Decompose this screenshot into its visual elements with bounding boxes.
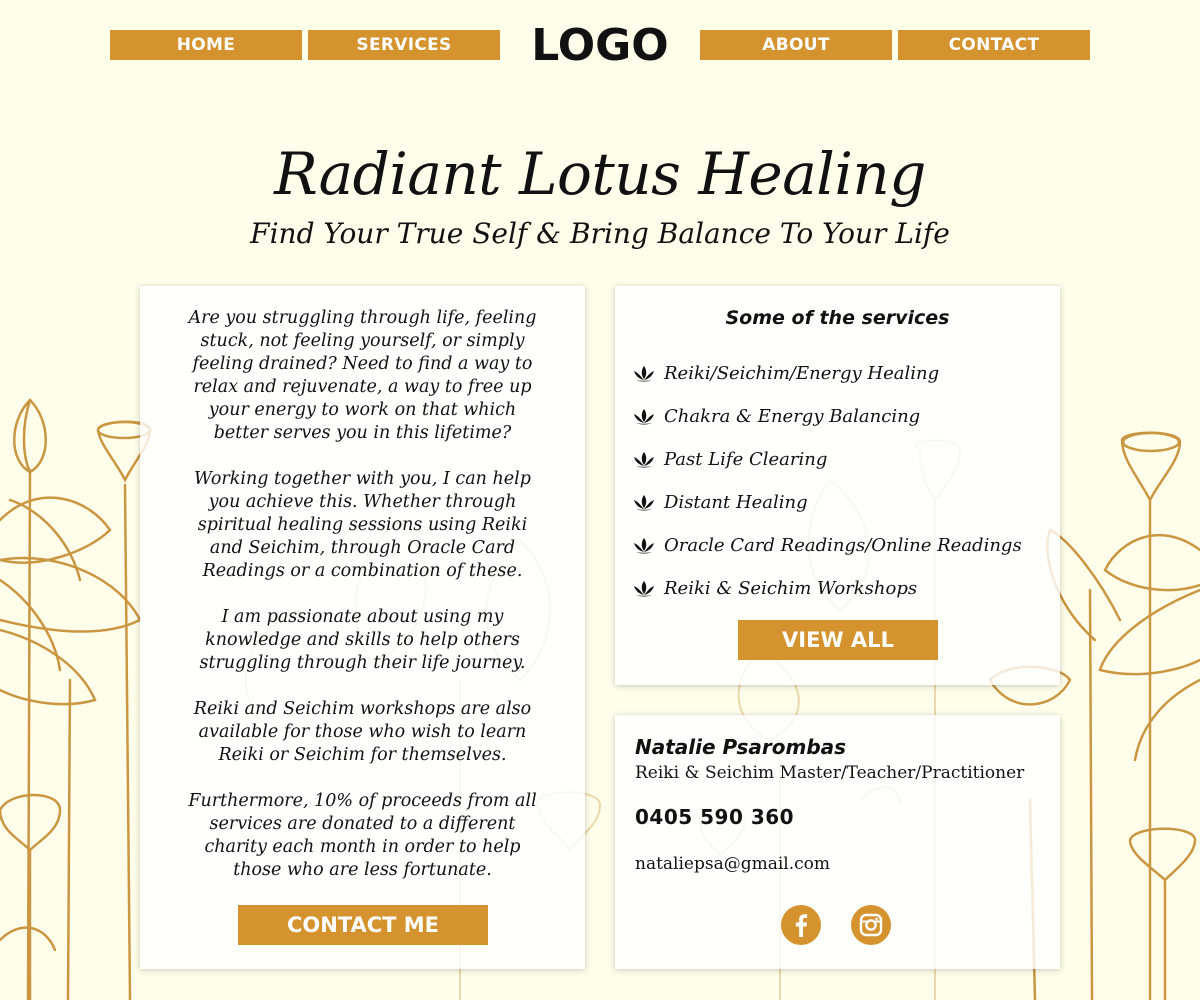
email-link[interactable]: nataliepsa@gmail.com bbox=[635, 854, 831, 874]
service-item[interactable] bbox=[633, 438, 1022, 481]
person-name: Natalie Psarombas bbox=[635, 735, 847, 759]
view-all-button[interactable]: VIEW ALL bbox=[738, 620, 938, 660]
intro-card bbox=[140, 286, 585, 969]
intro-paragraph-5: Furthermore, 10% of proceeds from all services are donated to a different charity each month in order to help those who are less fortunate. bbox=[188, 791, 537, 880]
facebook-icon bbox=[790, 913, 812, 937]
lotus-icon bbox=[633, 494, 655, 512]
service-item[interactable] bbox=[633, 567, 1022, 610]
service-item[interactable] bbox=[633, 352, 1022, 395]
service-label: Distant Healing bbox=[664, 492, 808, 513]
contact-me-button[interactable]: CONTACT ME bbox=[238, 905, 488, 945]
page-tagline: Find Your True Self & Bring Balance To Your Life bbox=[250, 217, 950, 250]
services-card bbox=[615, 286, 1060, 685]
service-item[interactable] bbox=[633, 395, 1022, 438]
instagram-button[interactable] bbox=[851, 905, 891, 945]
person-title: Reiki & Seichim Master/Teacher/Practitioner bbox=[635, 763, 1025, 783]
lotus-icon bbox=[633, 365, 655, 383]
lotus-icon bbox=[633, 580, 655, 598]
intro-paragraph-4: Reiki and Seichim workshops are also available for those who wish to learn Reiki or Seichim for themselves. bbox=[193, 699, 532, 765]
phone-number[interactable]: 0405 590 360 bbox=[635, 805, 795, 829]
service-label: Oracle Card Readings/Online Readings bbox=[664, 535, 1022, 556]
logo[interactable]: LOGO bbox=[531, 20, 669, 71]
intro-text bbox=[140, 307, 585, 905]
intro-paragraph-2: Working together with you, I can help you achieve this. Whether through spiritual healing sessions using Reiki and Seichim, through Oracle Card Readings or a combination of these. bbox=[194, 469, 531, 581]
services-list bbox=[633, 352, 1022, 610]
lotus-icon bbox=[633, 537, 655, 555]
nav-home-button[interactable]: HOME bbox=[110, 30, 302, 60]
contact-card bbox=[615, 715, 1060, 969]
service-item[interactable] bbox=[633, 481, 1022, 524]
service-label: Reiki & Seichim Workshops bbox=[664, 578, 918, 599]
intro-paragraph-1: Are you struggling through life, feeling stuck, not feeling yourself, or simply feeling drained? Need to find a way to relax and rejuvenate, a way to free up your energy to work on that which better serves you in this lifetime? bbox=[188, 308, 537, 443]
lotus-icon bbox=[633, 451, 655, 469]
nav-contact-button[interactable]: CONTACT bbox=[898, 30, 1090, 60]
intro-paragraph-3: I am passionate about using my knowledge and skills to help others struggling through their life journey. bbox=[199, 607, 526, 673]
service-label: Past Life Clearing bbox=[664, 449, 828, 470]
service-label: Reiki/Seichim/Energy Healing bbox=[664, 363, 940, 384]
page-title: Radiant Lotus Healing bbox=[274, 140, 926, 208]
nav-services-button[interactable]: SERVICES bbox=[308, 30, 500, 60]
instagram-icon bbox=[859, 913, 883, 937]
facebook-button[interactable] bbox=[781, 905, 821, 945]
services-heading: Some of the services bbox=[725, 307, 950, 329]
lotus-icon bbox=[633, 408, 655, 426]
service-item[interactable] bbox=[633, 524, 1022, 567]
nav-about-button[interactable]: ABOUT bbox=[700, 30, 892, 60]
service-label: Chakra & Energy Balancing bbox=[664, 406, 921, 427]
